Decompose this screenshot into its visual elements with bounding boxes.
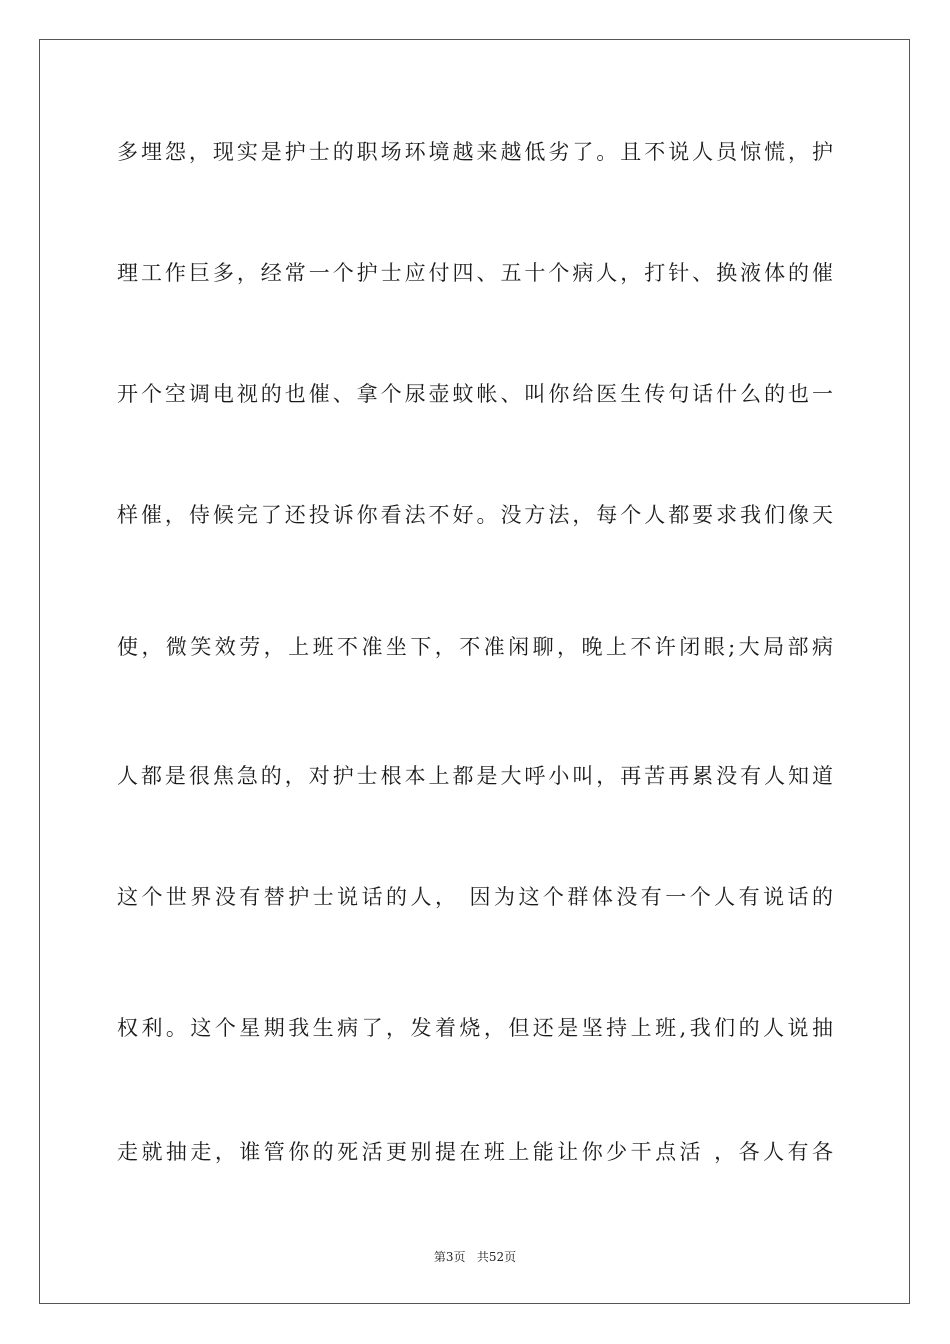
text-line: 使，微笑效劳，上班不准坐下，不准闲聊，晚上不许闭眼;大局部病 <box>117 635 833 659</box>
page-number: 第3页 <box>433 1250 466 1264</box>
text-line: 多埋怨，现实是护士的职场环境越来越低劣了。且不说人员惊慌，护 <box>117 140 833 164</box>
page-footer <box>0 1247 950 1267</box>
text-line: 开个空调电视的也催、拿个尿壶蚊帐、叫你给医生传句话什么的也一 <box>117 382 833 406</box>
text-line: 人都是很焦急的，对护士根本上都是大呼小叫，再苦再累没有人知道 <box>117 764 833 788</box>
text-line: 走就抽走，谁管你的死活更别提在班上能让你少干点活 ，各人有各 <box>117 1140 833 1164</box>
text-line: 权利。这个星期我生病了，发着烧，但还是坚持上班,我们的人说抽 <box>117 1016 833 1040</box>
text-line: 这个世界没有替护士说话的人， 因为这个群体没有一个人有说话的 <box>117 885 833 909</box>
page-total: 共52页 <box>476 1250 517 1264</box>
page-border <box>39 39 910 1304</box>
text-line: 理工作巨多，经常一个护士应付四、五十个病人，打针、换液体的催 <box>117 261 833 285</box>
text-line: 样催，侍候完了还投诉你看法不好。没方法，每个人都要求我们像天 <box>117 503 833 527</box>
